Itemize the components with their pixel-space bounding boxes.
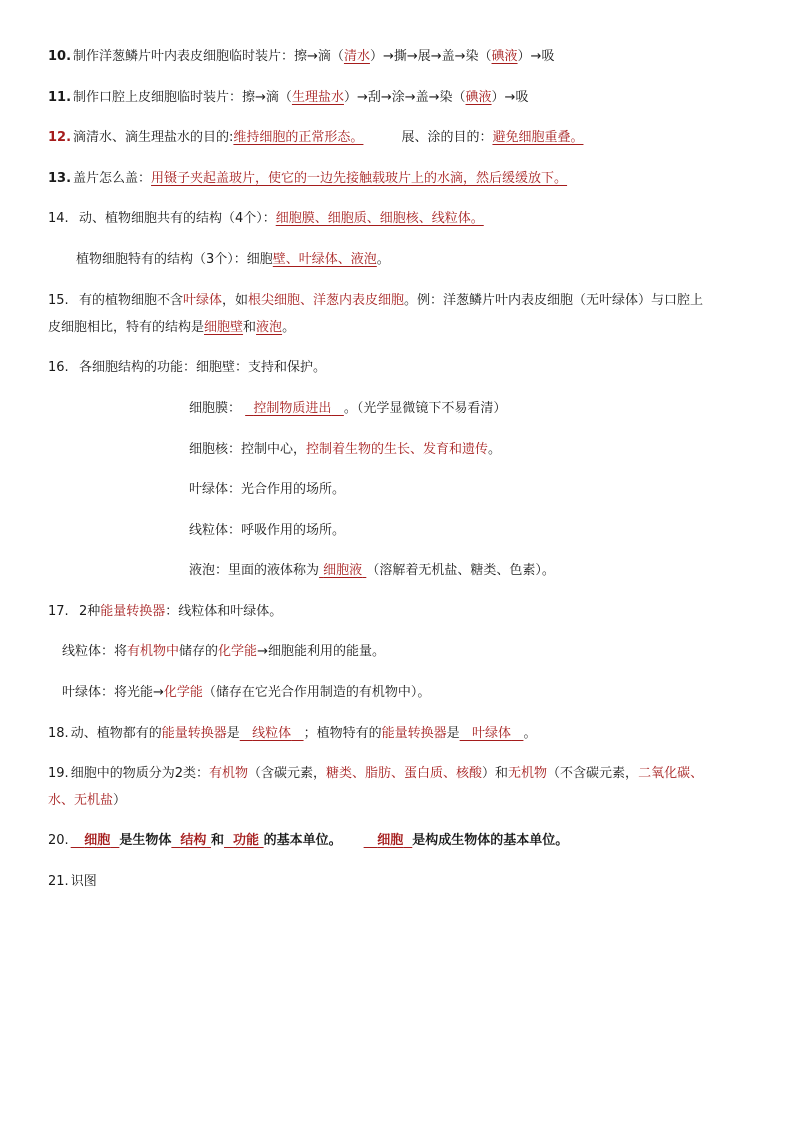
highlight-text: 控制着生物的生长、发育和遗传 [306, 442, 489, 457]
item-number: 20. [48, 833, 69, 848]
answer-text: 细胞膜、细胞质、细胞核、线粒体。 [275, 211, 484, 226]
item-14 [48, 210, 484, 228]
item-text: ）→刮→涂→盖→染（ [343, 90, 466, 105]
item-text: 。 [376, 252, 390, 267]
item-number: 15. [48, 293, 69, 308]
item-17-mito [62, 643, 385, 661]
item-text: （含碳元素， [247, 766, 326, 781]
item-text: ；植物特有的 [303, 726, 382, 741]
highlight-text: 化学能 [218, 644, 258, 659]
item-19-cont [48, 792, 126, 810]
item-text: 识图 [70, 874, 97, 889]
item-15 [48, 292, 703, 310]
item-19 [48, 765, 703, 783]
item-text: 有的植物细胞不含 [78, 293, 183, 308]
item-text: 线粒体：将 [62, 644, 128, 659]
item-text: 动、植物细胞共有的结构（4个）： [78, 211, 276, 226]
item-text: ）→撕→展→盖→染（ [369, 49, 492, 64]
item-text: 制作口腔上皮细胞临时装片：擦→滴（ [73, 90, 292, 105]
item-number: 21. [48, 874, 69, 889]
cell-membrane-line [189, 400, 506, 418]
item-text: 是构成生物体的基本单位。 [412, 833, 569, 848]
item-number: 10. [48, 49, 72, 64]
item-text: 液泡：里面的液体称为 [189, 563, 320, 578]
answer-text: 清水 [343, 49, 370, 64]
item-text: 盖片怎么盖： [73, 171, 152, 186]
item-21 [48, 873, 97, 891]
answer-text: 用镊子夹起盖玻片，使它的一边先接触载玻片上的水滴，然后缓缓放下。 [151, 171, 568, 186]
answer-text: 细胞 [84, 833, 111, 848]
item-text: 动、植物都有的 [70, 726, 162, 741]
answer-text: 结构 [180, 833, 207, 848]
item-text: ，如 [221, 293, 248, 308]
item-text: 线粒体：呼吸作用的场所。 [189, 523, 346, 538]
answer-text: 液泡 [256, 320, 283, 335]
item-number: 18. [48, 726, 69, 741]
highlight-text: 根尖细胞、洋葱内表皮细胞 [248, 293, 405, 308]
highlight-text: 水、无机盐 [48, 793, 114, 808]
item-16 [48, 359, 326, 377]
chloroplast-line [189, 481, 345, 499]
item-text: ）→吸 [517, 49, 555, 64]
item-text: 细胞膜： [189, 401, 242, 416]
item-text: 是 [446, 726, 460, 741]
item-15-cont [48, 319, 295, 337]
highlight-text: 二氧化碳、 [638, 766, 704, 781]
answer-text: 避免细胞重叠。 [492, 130, 584, 145]
highlight-text: 有机物 [208, 766, 248, 781]
item-text: 制作洋葱鳞片叶内表皮细胞临时装片：擦→滴（ [73, 49, 344, 64]
item-text: （溶解着无机盐、糖类、色素）。 [366, 563, 555, 578]
item-text: 和 [243, 320, 257, 335]
item-text: 是生物体 [119, 833, 172, 848]
item-text: 。 [523, 726, 537, 741]
item-text: →细胞能利用的能量。 [257, 644, 385, 659]
item-text: ）→吸 [491, 90, 529, 105]
mitochondria-line [189, 522, 345, 540]
item-18 [48, 725, 536, 743]
highlight-text: 叶绿体 [182, 293, 222, 308]
answer-text: 细胞液 [323, 563, 363, 578]
item-14-sub [76, 251, 390, 269]
item-number: 14. [48, 211, 69, 226]
answer-text: 功能 [233, 833, 260, 848]
item-text: 皮细胞相比，特有的结构是 [48, 320, 205, 335]
item-20 [48, 832, 568, 850]
item-12 [48, 129, 583, 147]
answer-text: 控制物质进出 [253, 401, 332, 416]
item-number: 11. [48, 90, 72, 105]
answer-text: 壁、叶绿体、液泡 [272, 252, 377, 267]
highlight-text: 有机物中 [127, 644, 180, 659]
item-number: 17. [48, 604, 69, 619]
item-text: 叶绿体：将光能→ [62, 685, 164, 700]
item-text: 。（光学显微镜下不易看清） [343, 401, 507, 416]
item-number: 16. [48, 360, 69, 375]
item-text: （储存在它光合作用制造的有机物中）。 [202, 685, 431, 700]
item-13 [48, 170, 567, 188]
item-text: 展、涂的目的： [401, 130, 493, 145]
answer-text: 细胞壁 [204, 320, 244, 335]
vacuole-line [189, 562, 555, 580]
item-17 [48, 603, 282, 621]
highlight-text: 糖类、脂肪、蛋白质、核酸 [326, 766, 483, 781]
item-text: 2种 [78, 604, 101, 619]
nucleus-line [189, 441, 501, 459]
answer-text: 叶绿体 [472, 726, 512, 741]
item-text: 的基本单位。 [263, 833, 342, 848]
highlight-text: 无机物 [508, 766, 548, 781]
highlight-text: 化学能 [163, 685, 203, 700]
item-number: 12. [48, 130, 72, 145]
answer-text: 维持细胞的正常形态。 [233, 130, 364, 145]
item-number: 13. [48, 171, 72, 186]
item-text: 细胞核：控制中心， [189, 442, 307, 457]
item-text: 植物细胞特有的结构（3个）：细胞 [76, 252, 273, 267]
item-text: 和 [210, 833, 224, 848]
item-text: 细胞中的物质分为2类： [70, 766, 209, 781]
item-text: 各细胞结构的功能：细胞壁：支持和保护。 [78, 360, 326, 375]
item-text: 储存的 [179, 644, 219, 659]
item-number: 19. [48, 766, 69, 781]
item-text: ） [113, 793, 127, 808]
item-11 [48, 89, 528, 107]
item-text: 。例：洋葱鳞片叶内表皮细胞（无叶绿体）与口腔上 [404, 293, 704, 308]
item-text: ：线粒体和叶绿体。 [165, 604, 283, 619]
item-text: （不含碳元素， [547, 766, 639, 781]
highlight-text: 能量转换器 [161, 726, 227, 741]
item-text: 叶绿体：光合作用的场所。 [189, 482, 346, 497]
highlight-text: 能量转换器 [381, 726, 447, 741]
item-17-chloro [62, 684, 430, 702]
answer-text: 细胞 [377, 833, 404, 848]
answer-text: 生理盐水 [291, 90, 344, 105]
answer-text: 线粒体 [252, 726, 292, 741]
item-text: 。 [282, 320, 296, 335]
item-text: 是 [226, 726, 240, 741]
item-10 [48, 48, 554, 66]
answer-text: 碘液 [465, 90, 492, 105]
item-text: ）和 [482, 766, 509, 781]
item-text: 滴清水、滴生理盐水的目的: [73, 130, 234, 145]
item-text: 。 [488, 442, 502, 457]
highlight-text: 能量转换器 [100, 604, 166, 619]
answer-text: 碘液 [491, 49, 518, 64]
